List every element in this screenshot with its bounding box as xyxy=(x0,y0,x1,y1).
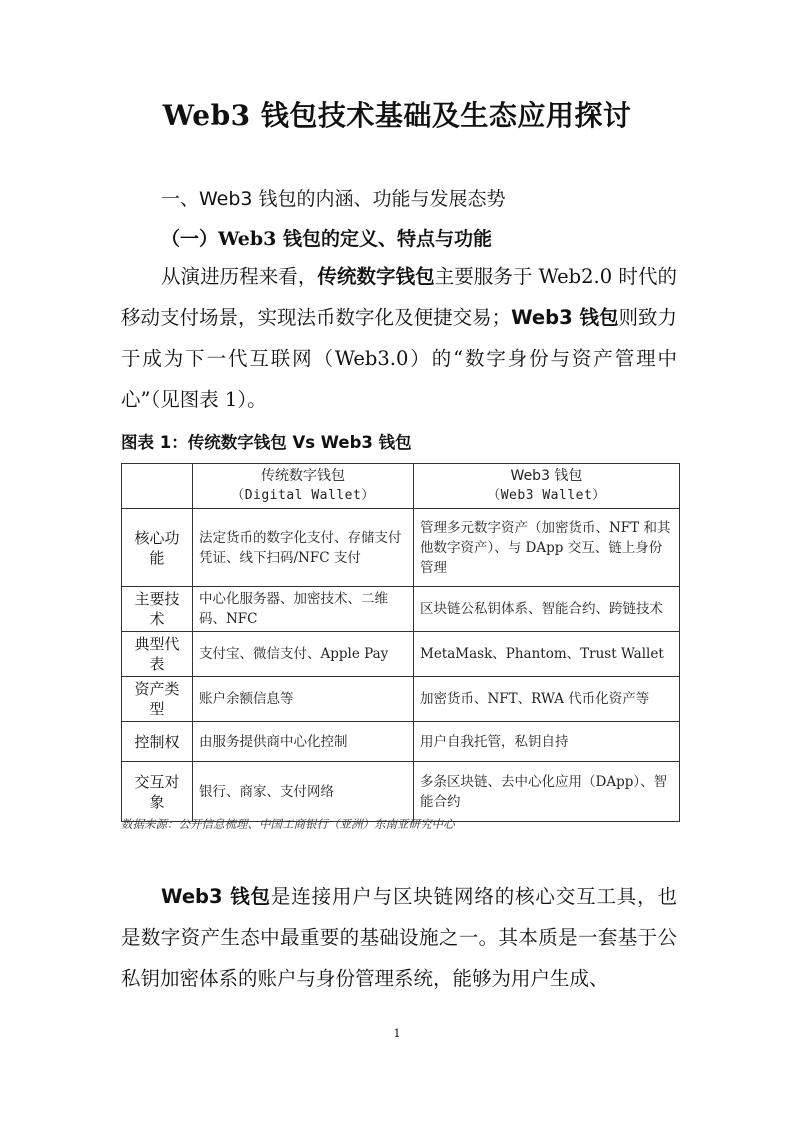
web3-cell: MetaMask、Phantom、Trust Wallet xyxy=(414,632,680,677)
page-number: 1 xyxy=(393,1027,401,1040)
traditional-cell: 中心化服务器、加密技术、二维码、NFC xyxy=(193,587,414,632)
paragraph-text: 是连接用户与区块链网络的核心交互工具，也是数字资产生态中最重要的基础设施之一。其本质是一套基于公私钥加密体系的账户与身份管理系统，能够为用户生成、 xyxy=(121,885,677,990)
document-title: Web3 钱包技术基础及生态应用探讨 xyxy=(162,99,632,132)
table-caption: 图表 1：传统数字钱包 Vs Web3 钱包 xyxy=(121,433,412,452)
table-row xyxy=(122,587,680,632)
table-row xyxy=(122,509,680,587)
paragraph-text: 则致力于成为下一代互联网（Web3.0）的“数字身份与资产管理中心”（见图表 1）。 xyxy=(121,306,677,411)
table-header-traditional xyxy=(193,464,414,509)
header-title: 传统数字钱包 xyxy=(261,468,345,484)
header-subtitle: （Digital Wallet） xyxy=(231,488,375,503)
header-title: Web3 钱包 xyxy=(510,468,583,484)
table-header-row xyxy=(122,464,680,509)
header-subtitle: （Web3 Wallet） xyxy=(487,488,606,503)
table-row xyxy=(122,722,680,762)
traditional-cell: 账户余额信息等 xyxy=(193,677,414,722)
table-row xyxy=(122,762,680,822)
web3-cell: 用户自我托管，私钥自持 xyxy=(414,722,680,762)
traditional-cell: 法定货币的数字化支付、存储支付凭证、线下扫码/NFC 支付 xyxy=(193,509,414,587)
data-source-note: 数据来源：公开信息梳理、中国工商银行（亚洲）东南亚研究中心 xyxy=(121,817,455,831)
paragraph-text: 主要服务于 Web2.0 时代的移动支付场景，实现法币数字化及便捷交易； xyxy=(121,265,677,329)
traditional-cell: 支付宝、微信支付、Apple Pay xyxy=(193,632,414,677)
web3-cell: 多条区块链、去中心化应用（DApp）、智能合约 xyxy=(414,762,680,822)
row-label: 交互对象 xyxy=(122,762,193,822)
section-heading: 一、Web3 钱包的内涵、功能与发展态势 xyxy=(161,188,506,210)
traditional-cell: 由服务提供商中心化控制 xyxy=(193,722,414,762)
subsection-heading: （一）Web3 钱包的定义、特点与功能 xyxy=(161,228,492,250)
paragraph-evolution xyxy=(121,256,677,420)
table-row xyxy=(122,632,680,677)
row-label: 典型代表 xyxy=(122,632,193,677)
bold-term-web3-wallet: Web3 钱包 xyxy=(511,306,619,329)
bold-term-traditional-wallet: 传统数字钱包 xyxy=(317,265,435,288)
table-header-web3 xyxy=(414,464,680,509)
paragraph-web3-wallet xyxy=(121,876,677,999)
table-header-empty xyxy=(122,464,193,509)
bold-term-web3-wallet: Web3 钱包 xyxy=(161,885,271,908)
comparison-table xyxy=(121,463,680,822)
row-label: 资产类型 xyxy=(122,677,193,722)
table-row xyxy=(122,677,680,722)
traditional-cell: 银行、商家、支付网络 xyxy=(193,762,414,822)
web3-cell: 管理多元数字资产（加密货币、NFT 和其他数字资产）、与 DApp 交互、链上身份管理 xyxy=(414,509,680,587)
web3-cell: 加密货币、NFT、RWA 代币化资产等 xyxy=(414,677,680,722)
paragraph-text: 从演进历程来看， xyxy=(161,265,318,288)
row-label: 主要技术 xyxy=(122,587,193,632)
row-label: 控制权 xyxy=(122,722,193,762)
row-label: 核心功能 xyxy=(122,509,193,587)
web3-cell: 区块链公私钥体系、智能合约、跨链技术 xyxy=(414,587,680,632)
